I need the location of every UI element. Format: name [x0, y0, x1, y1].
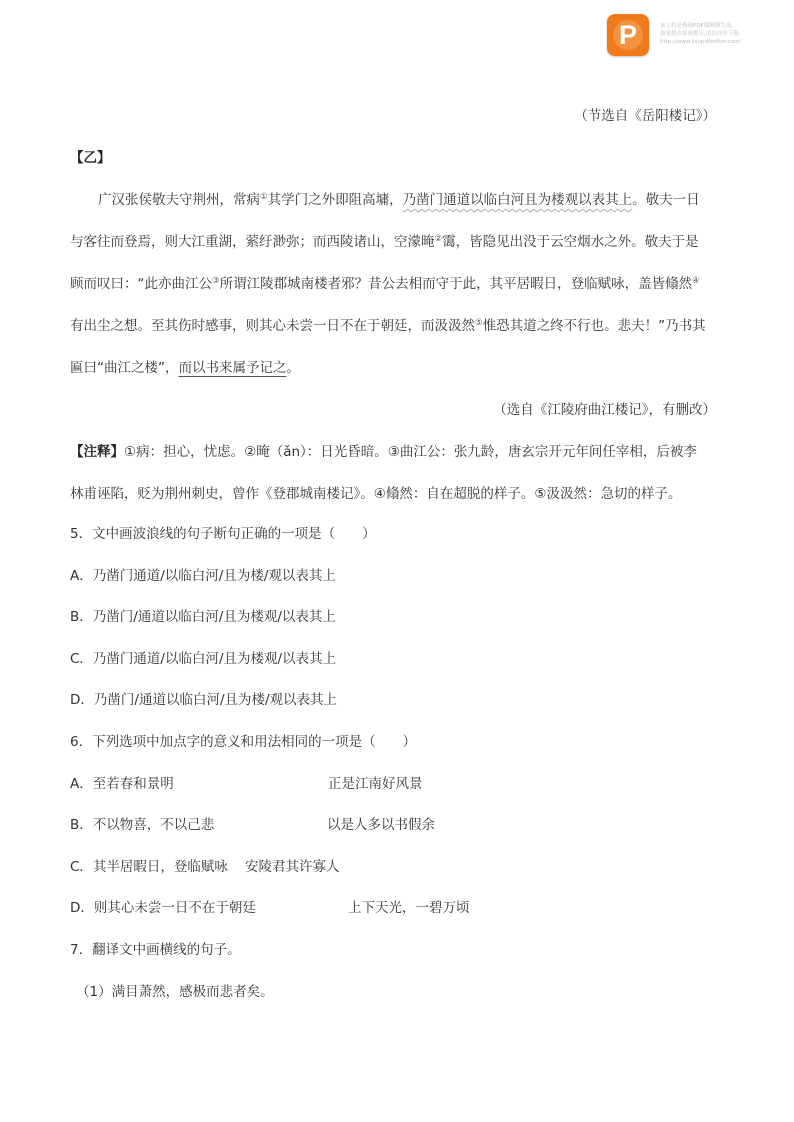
passage-text: 惟恐其道之终不行也。悲夫！”乃书其 [482, 318, 706, 334]
watermark-line: 如果想去掉该提示,请访问并下载: [660, 31, 741, 37]
footnote-ref-5: ⑤ [475, 318, 483, 328]
q6-option-c [70, 857, 730, 877]
watermark-text [660, 22, 780, 46]
q6-option-b-left: B．不以物喜，不以己悲 [70, 817, 215, 833]
passage-text: 霭，皆隐见出没于云空烟水之外。敬夫于是 [442, 234, 699, 250]
source-a: （节选自《岳阳楼记》） [574, 108, 716, 124]
q6-option-d [70, 898, 730, 918]
passage-line-3 [70, 274, 700, 294]
notes-line-1 [70, 442, 697, 462]
notes-line-2: 林甫诬陷，贬为荆州刺史，曾作《登郡城南楼记》。④翛然：自在超脱的样子。⑤汲汲然：急切的样子。 [70, 486, 682, 502]
passage-text: 顾而叹曰：“此亦曲江公 [70, 276, 212, 292]
q6-option-a-left: A．至若春和景明 [70, 776, 174, 792]
passage-text: 其学门之外即阻高墉， [267, 192, 403, 208]
q6-option-b [70, 815, 730, 835]
logo-letter: P [618, 20, 638, 50]
q6-option-b-right: 以是人多以书假余 [327, 817, 435, 833]
passage-text: 广汉张侯敬夫守荆州，常病 [98, 192, 260, 208]
footnote-ref-1: ① [260, 192, 268, 202]
source-b: （选自《江陵府曲江楼记》，有删改） [493, 402, 716, 418]
wavy-underlined-sentence: 乃凿门通道以临白河且为楼观以表其上 [402, 192, 633, 208]
p-logo-icon [607, 14, 649, 56]
watermark-link[interactable]: http://www.jisupdfeditor.com/ [660, 39, 741, 45]
q5-option-c: C．乃凿门通道/以临白河/且为楼观/以表其上 [70, 651, 337, 667]
q5-option-a: A．乃凿门通道/以临白河/且为楼/观以表其上 [70, 568, 336, 584]
q6-option-c-left: C．其半居暇日，登临赋咏 [70, 859, 228, 875]
q5-option-d: D．乃凿门/通道以临白河/且为楼/观以表其上 [70, 692, 338, 708]
footnote-ref-4: ④ [692, 276, 700, 286]
watermark-line: 该文档是极速PDF编辑器生成, [660, 23, 733, 29]
passage-line-1 [98, 190, 700, 210]
passage-line-4 [70, 316, 706, 336]
q7-sub-1: （1）满目萧然，感极而悲者矣。 [76, 984, 274, 1000]
q6-option-a-right: 正是江南好风景 [328, 776, 423, 792]
q6-option-a [70, 774, 730, 794]
passage-text: 与客往而登焉，则大江重湖，萦纡渺弥；而西陵诸山，空濛晻 [70, 234, 435, 250]
notes-label: 【注释】 [70, 444, 124, 460]
passage-line-5 [70, 358, 300, 378]
footnote-ref-3: ③ [212, 276, 220, 286]
section-b-title: 【乙】 [70, 150, 111, 166]
notes-text: ①病：担心，忧虑。②晻（ǎn）：日光昏暗。③曲江公：张九龄，唐玄宗开元年间任宰相，后被李 [124, 444, 697, 460]
underlined-sentence: 而以书来属予记之 [178, 360, 287, 376]
q5-option-b: B．乃凿门/通道以临白河/且为楼观/以表其上 [70, 609, 336, 625]
passage-text: 。敬夫一日 [632, 192, 700, 208]
q6-option-d-right: 上下天光，一碧万顷 [348, 900, 470, 916]
pdf-editor-logo [607, 14, 649, 56]
q6-option-c-right: 安陵君其许寡人 [245, 859, 340, 875]
q6-stem: 6．下列选项中加点字的意义和用法相同的一项是（ ） [70, 734, 417, 750]
passage-text: 所谓江陵郡城南楼者邪？昔公去相而守于此，其平居暇日，登临赋咏，盖皆翛然 [219, 276, 693, 292]
passage-text: 有出尘之想。至其伤时感事，则其心未尝一日不在于朝廷，而汲汲然 [70, 318, 475, 334]
q5-stem: 5．文中画波浪线的句子断句正确的一项是（ ） [70, 526, 376, 542]
passage-text: 匾曰“曲江之楼”， [70, 360, 179, 376]
q7-stem: 7．翻译文中画横线的句子。 [70, 942, 241, 958]
footnote-ref-2: ② [434, 234, 443, 244]
q6-option-d-left: D．则其心未尝一日不在于朝廷 [70, 900, 256, 916]
passage-text: 。 [286, 360, 300, 376]
passage-line-2 [70, 232, 699, 252]
